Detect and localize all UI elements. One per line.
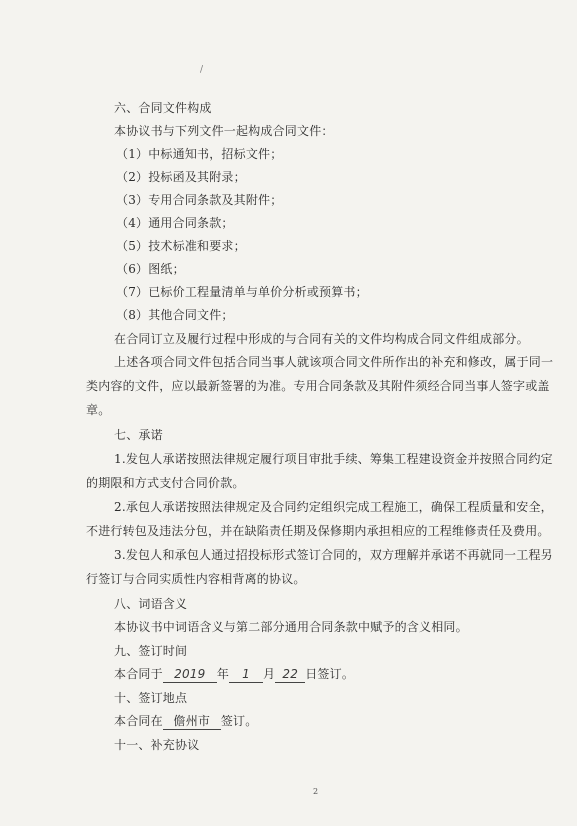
signing-month: 1	[229, 666, 263, 683]
list-item: （7）已标价工程量清单与单价分析或预算书；	[116, 285, 368, 299]
section-6-paragraph-2-line-2: 类内容的文件，应以最新签署的为准。专用合同条款及其附件须经合同当事人签字或盖	[86, 379, 550, 393]
signing-place-line	[114, 713, 257, 730]
section-6-paragraph-2-line-1: 上述各项合同文件包括合同当事人就该项合同文件所作出的补充和修改，属于同一	[114, 355, 554, 369]
signing-year: 2019	[163, 666, 217, 683]
section-6-intro: 本协议书与下列文件一起构成合同文件：	[114, 124, 334, 138]
commitment-3-line-1: 3.发包人和承包人通过招投标形式签订合同的，双方理解并承诺不再就同一工程另	[114, 548, 553, 562]
signing-place: 儋州市	[163, 713, 221, 730]
list-item: （8）其他合同文件；	[116, 308, 234, 322]
list-item: （2）投标函及其附录；	[116, 170, 246, 184]
section-8-paragraph: 本协议书中词语含义与第二部分通用合同条款中赋予的含义相同。	[114, 620, 468, 634]
section-7-title: 七、承诺	[114, 428, 163, 442]
month-label: 月	[263, 667, 276, 681]
commitment-3-line-2: 行签订与合同实质性内容相背离的协议。	[86, 572, 306, 586]
list-item: （5）技术标准和要求；	[116, 239, 246, 253]
section-8-title: 八、词语含义	[114, 597, 188, 611]
signing-place-prefix: 本合同在	[114, 714, 163, 728]
signing-date-suffix: 日签订。	[305, 667, 355, 681]
section-11-title: 十一、补充协议	[114, 738, 200, 752]
list-item: （4）通用合同条款；	[116, 216, 234, 230]
section-6-paragraph-1: 在合同订立及履行过程中形成的与合同有关的文件均构成合同文件组成部分。	[114, 332, 529, 346]
commitment-2-line-2: 不进行转包及违法分包，并在缺陷责任期及保修期内承担相应的工程维修责任及费用。	[86, 524, 550, 538]
signing-place-suffix: 签订。	[220, 714, 258, 728]
section-10-title: 十、签订地点	[114, 691, 188, 705]
section-6-title: 六、合同文件构成	[114, 101, 212, 115]
list-item: （6）图纸；	[116, 262, 185, 276]
commitment-1-line-1: 1.发包人承诺按照法律规定履行项目审批手续、筹集工程建设资金并按照合同约定	[114, 452, 553, 466]
list-item: （1）中标通知书，招标文件；	[116, 147, 283, 161]
section-9-title: 九、签订时间	[114, 644, 188, 658]
page-number: 2	[313, 787, 319, 796]
year-label: 年	[216, 667, 230, 681]
commitment-1-line-2: 的期限和方式支付合同价款。	[86, 476, 245, 490]
commitment-2-line-1: 2.承包人承诺按照法律规定及合同约定组织完成工程施工，确保工程质量和安全，	[114, 500, 553, 514]
signing-date-prefix: 本合同于	[114, 667, 163, 681]
signing-date-line	[114, 666, 354, 683]
signing-day: 22	[275, 666, 305, 683]
list-item: （3）专用合同条款及其附件；	[116, 193, 283, 207]
section-6-paragraph-2-line-3: 章。	[86, 403, 111, 417]
scan-mark: /	[200, 65, 204, 75]
